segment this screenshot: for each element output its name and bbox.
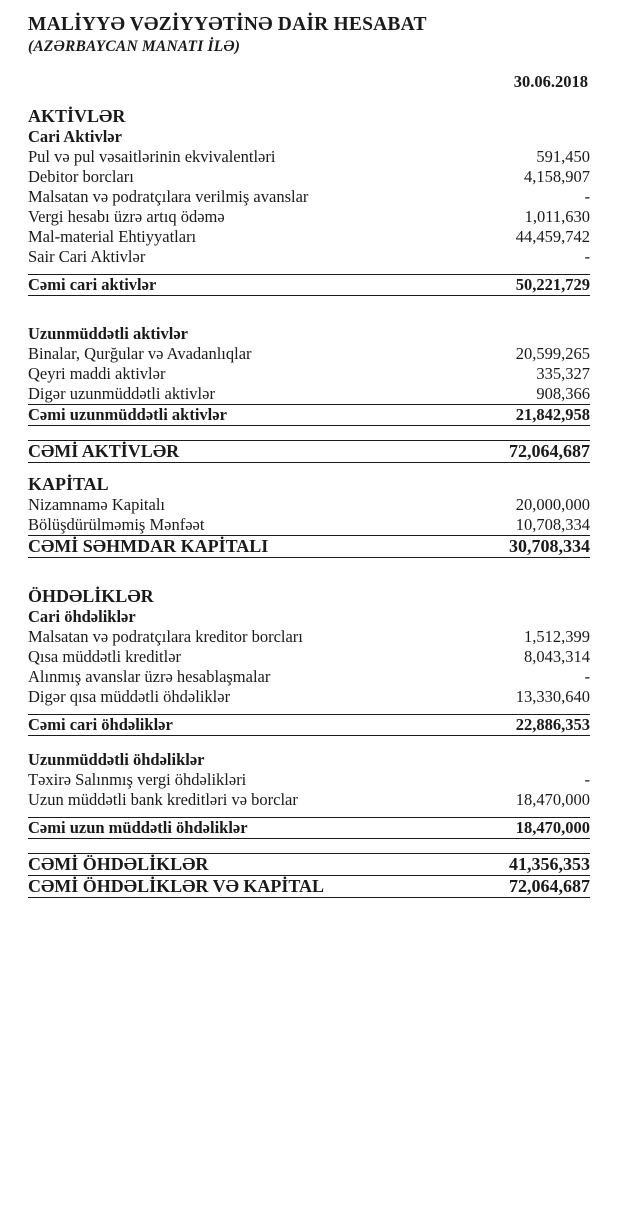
row-value: 4,158,907 <box>524 167 590 187</box>
total-label: Cəmi cari aktivlər <box>28 275 450 296</box>
table-row <box>28 627 590 647</box>
table-row <box>28 495 590 515</box>
spacer <box>28 572 590 579</box>
subsection-heading-noncurrent-liabilities-label: Uzunmüddətli öhdəliklər <box>28 750 205 770</box>
subsection-heading-noncurrent-assets <box>28 324 590 344</box>
section-heading-assets <box>28 99 590 127</box>
row-value: 20,599,265 <box>515 344 590 364</box>
total-label: CƏMİ ÖHDƏLİKLƏR <box>28 854 450 876</box>
table-row <box>28 667 590 687</box>
row-label: Malsatan və podratçılara verilmiş avanslar <box>28 187 309 207</box>
row-label: Təxirə Salınmış vergi öhdəlikləri <box>28 770 247 790</box>
row-value: 908,366 <box>536 384 590 404</box>
total-row-liabilities-and-capital <box>28 876 590 898</box>
row-value: - <box>584 770 590 790</box>
total-value: 21,842,958 <box>450 405 590 426</box>
table-row <box>28 790 590 810</box>
total-row-noncurrent-assets <box>28 405 590 426</box>
total-value: 50,221,729 <box>450 275 590 296</box>
table-row <box>28 647 590 667</box>
section-heading-capital <box>28 467 590 495</box>
row-label: Vergi hesabı üzrə artıq ödəmə <box>28 207 225 227</box>
spacer <box>28 267 590 275</box>
table-row <box>28 207 590 227</box>
table-row <box>28 687 590 707</box>
table-row <box>28 227 590 247</box>
row-value: 591,450 <box>536 147 590 167</box>
row-label: Alınmış avanslar üzrə hesablaşmalar <box>28 667 271 687</box>
subsection-heading-current-assets-label: Cari Aktivlər <box>28 127 122 147</box>
row-label: Qeyri maddi aktivlər <box>28 364 166 384</box>
row-value: - <box>584 187 590 207</box>
row-label: Bölüşdürülməmiş Mənfəət <box>28 515 205 535</box>
spacer <box>28 736 590 751</box>
row-value: 20,000,000 <box>515 495 590 515</box>
table-row <box>28 247 590 267</box>
row-label: Digər uzunmüddətli aktivlər <box>28 384 215 404</box>
total-value: 30,708,334 <box>450 536 590 558</box>
row-label: Mal-material Ehtiyyatları <box>28 227 197 247</box>
total-label: CƏMİ AKTİVLƏR <box>28 441 450 463</box>
table-row <box>28 344 590 364</box>
spacer <box>28 426 590 441</box>
row-label: Malsatan və podratçılara kreditor borcları <box>28 627 303 647</box>
total-label: Cəmi cari öhdəliklər <box>28 715 450 736</box>
table-row <box>28 187 590 207</box>
total-label: Cəmi uzunmüddətli aktivlər <box>28 405 450 426</box>
row-value: - <box>584 667 590 687</box>
spacer <box>28 810 590 818</box>
table-row <box>28 384 590 405</box>
total-value: 72,064,687 <box>450 876 590 898</box>
total-label: Cəmi uzun müddətli öhdəliklər <box>28 818 450 839</box>
row-label: Binalar, Qurğular və Avadanlıqlar <box>28 344 252 364</box>
spacer <box>28 558 590 573</box>
spacer <box>28 310 590 324</box>
row-value: 1,011,630 <box>524 207 590 227</box>
row-label: Debitor borcları <box>28 167 134 187</box>
total-row-assets <box>28 441 590 463</box>
page-subtitle: (AZƏRBAYCAN MANATI İLƏ) <box>28 38 241 56</box>
total-row-noncurrent-liabilities <box>28 818 590 839</box>
row-label: Pul və pul vəsaitlərinin ekvivalentləri <box>28 147 276 167</box>
row-value: - <box>584 247 590 267</box>
statement-table <box>28 99 590 898</box>
total-value: 18,470,000 <box>450 818 590 839</box>
section-heading-assets-label: AKTİVLƏR <box>28 106 126 127</box>
row-value: 13,330,640 <box>515 687 590 707</box>
row-label: Qısa müddətli kreditlər <box>28 647 182 667</box>
row-value: 1,512,399 <box>524 627 590 647</box>
subsection-heading-noncurrent-liabilities <box>28 750 590 770</box>
spacer <box>28 707 590 715</box>
row-value: 10,708,334 <box>515 515 590 535</box>
subsection-heading-current-liabilities <box>28 607 590 627</box>
column-header-date: 30.06.2018 <box>513 72 588 92</box>
table-row <box>28 167 590 187</box>
page-title: MALİYYƏ VƏZİYYƏTİNƏ DAİR HESABAT <box>28 14 427 35</box>
spacer <box>28 839 590 854</box>
row-value: 8,043,314 <box>524 647 590 667</box>
row-value: 44,459,742 <box>515 227 590 247</box>
row-label: Sair Cari Aktivlər <box>28 247 146 267</box>
row-label: Nizamnamə Kapitalı <box>28 495 165 515</box>
row-label: Uzun müddətli bank kreditləri və borclar <box>28 790 298 810</box>
row-label: Digər qısa müddətli öhdəliklər <box>28 687 231 707</box>
section-heading-liabilities <box>28 579 590 607</box>
section-heading-capital-label: KAPİTAL <box>28 474 109 495</box>
total-row-capital <box>28 536 590 558</box>
total-value: 72,064,687 <box>450 441 590 463</box>
row-value: 335,327 <box>536 364 590 384</box>
table-row <box>28 770 590 790</box>
subsection-heading-current-liabilities-label: Cari öhdəliklər <box>28 607 136 627</box>
table-row <box>28 515 590 536</box>
total-label: CƏMİ ÖHDƏLİKLƏR VƏ KAPİTAL <box>28 876 450 898</box>
subsection-heading-noncurrent-assets-label: Uzunmüddətli aktivlər <box>28 324 188 344</box>
total-label: CƏMİ SƏHMDAR KAPİTALI <box>28 536 450 558</box>
spacer <box>28 296 590 311</box>
table-row <box>28 147 590 167</box>
row-value: 18,470,000 <box>515 790 590 810</box>
section-heading-liabilities-label: ÖHDƏLİKLƏR <box>28 586 154 607</box>
subsection-heading-current-assets <box>28 127 590 147</box>
table-row <box>28 364 590 384</box>
total-row-current-liabilities <box>28 715 590 736</box>
total-value: 22,886,353 <box>450 715 590 736</box>
total-row-liabilities <box>28 854 590 876</box>
total-value: 41,356,353 <box>450 854 590 876</box>
total-row-current-assets <box>28 275 590 296</box>
